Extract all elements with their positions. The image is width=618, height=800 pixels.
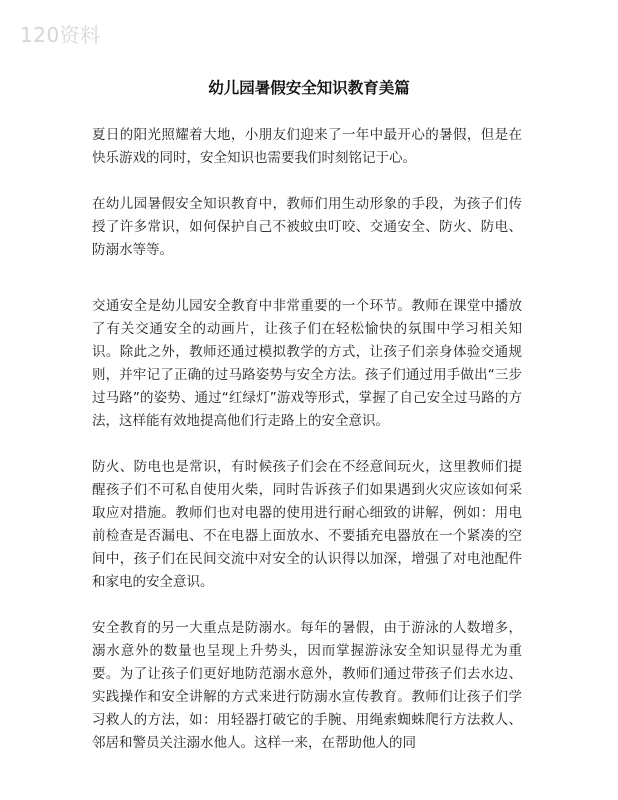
watermark: 120资料 [20, 23, 101, 47]
paragraph-traffic-safety: 交通安全是幼儿园安全教育中非常重要的一个环节。教师在课堂中播放了有关交通安全的动画片，让孩子们在轻松愉快的氛围中学习相关知识。除此之外，教师还通过模拟教学的方式，让孩子们亲身体验交通规则，并牢记了正确的过马路姿势与安全方法。孩子们通过用手做出“三步过马路”的姿势、通过“红绿灯”游戏等形式，掌握了自己安全过马路的方法，这样能有效地提高他们行走路上的安全意识。 [92, 298, 522, 429]
document-title: 幼儿园暑假安全知识教育美篇 [208, 79, 410, 97]
paragraph-fire-electric-safety: 防火、防电也是常识，有时候孩子们会在不经意间玩火，这里教师们提醒孩子们不可私自使用火柴，同时告诉孩子们如果遇到火灾应该如何采取应对措施。教师们也对电器的使用进行耐心细致的讲解，例如：用电前检查是否漏电、不在电器上面放水、不要插充电器放在一个紧凑的空间中，孩子们在民间交流中对安全的认识得以加深，增强了对电池配件和家电的安全意识。 [92, 459, 522, 590]
paragraph-intro: 夏日的阳光照耀着大地，小朋友们迎来了一年中最开心的暑假，但是在快乐游戏的同时，安全知识也需要我们时刻铭记于心。 [92, 127, 522, 166]
document-body [92, 124, 522, 778]
paragraph-overview: 在幼儿园暑假安全知识教育中，教师们用生动形象的手段，为孩子们传授了许多常识，如何保护自己不被蚊虫叮咬、交通安全、防火、防电、防溺水等等。 [92, 196, 522, 258]
paragraph-drowning-safety: 安全教育的另一大重点是防溺水。每年的暑假，由于游泳的人数增多，溺水意外的数量也呈现上升势头，因而掌握游泳安全知识显得尤为重要。为了让孩子们更好地防范溺水意外，教师们通过带孩子们去水边、实践操作和安全讲解的方式来进行防溺水宣传教育。教师们让孩子们学习救人的方法，如：用轻器打破它的手腕、用绳索蜘蛛爬行方法救人、邻居和警员关注溺水他人。这样一来，在帮助他人的同 [92, 620, 522, 751]
